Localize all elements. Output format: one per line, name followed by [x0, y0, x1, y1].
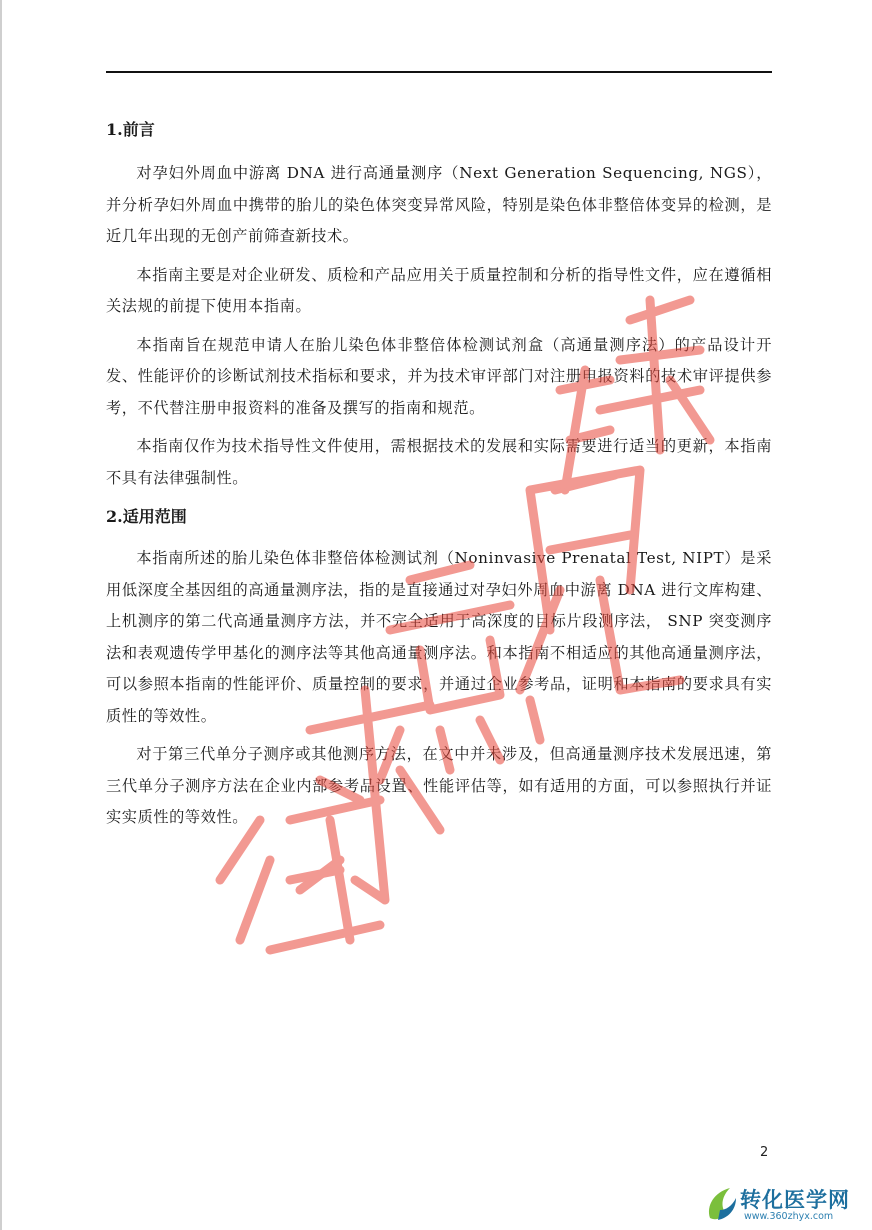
logo-url: www.360zhyx.com: [744, 1211, 834, 1222]
paragraph: 本指南仅作为技术指导性文件使用，需根据技术的发展和实际需要进行适当的更新，本指南不具有法律强制性。: [106, 437, 772, 487]
document-body: [106, 112, 772, 841]
header-rule: [106, 71, 772, 73]
section-heading-preface: 1.前言: [106, 120, 155, 139]
logo-swirl-icon: [704, 1184, 740, 1224]
paragraph: 本指南主要是对企业研发、质检和产品应用关于质量控制和分析的指导性文件，应在遵循相关法规的前提下使用本指南。: [106, 265, 772, 315]
logo-name: 转化医学网: [740, 1188, 850, 1212]
paragraph: 本指南旨在规范申请人在胎儿染色体非整倍体检测试剂盒（高通量测序法）的产品设计开发、性能评价的诊断试剂技术指标和要求，并为技术审评部门对注册申报资料的技术审评提供参考，不代替注册申报资料的准备及撰写的指南和规范。: [106, 335, 772, 417]
paragraph: 对于第三代单分子测序或其他测序方法，在文中并未涉及，但高通量测序技术发展迅速，第三代单分子测序方法在企业内部参考品设置、性能评估等，如有适用的方面，可以参照执行并证实实质性的等效性。: [106, 745, 772, 826]
page-number: 2: [760, 1145, 769, 1160]
section-heading-scope: 2.适用范围: [106, 507, 187, 526]
paragraph: 对孕妇外周血中游离 DNA 进行高通量测序（Next Generation Sequencing, NGS），并分析孕妇外周血中携带的胎儿的染色体突变异常风险，特别是染色体非整倍体变异的检测，是近几年出现的无创产前筛查新技术。: [106, 164, 772, 245]
page-edge: [0, 0, 2, 1230]
paragraph: 本指南所述的胎儿染色体非整倍体检测试剂（Noninvasive Prenatal Test, NIPT）是采用低深度全基因组的高通量测序法，指的是直接通过对孕妇外周血中游离 DNA 进行文库构建、上机测序的第二代高通量测序方法，并不完全适用于高深度的目标片段测序法， SNP 突变测序法和表观遗传学甲基化的测序法等其他高通量测序法。和本指南不相适应的其他高通量测序法，可以参照本指南的性能评价、质量控制的要求，并通过企业参考品，证明和本指南的要求具有实质性的等效性。: [106, 549, 772, 725]
site-logo[interactable]: [704, 1182, 872, 1230]
